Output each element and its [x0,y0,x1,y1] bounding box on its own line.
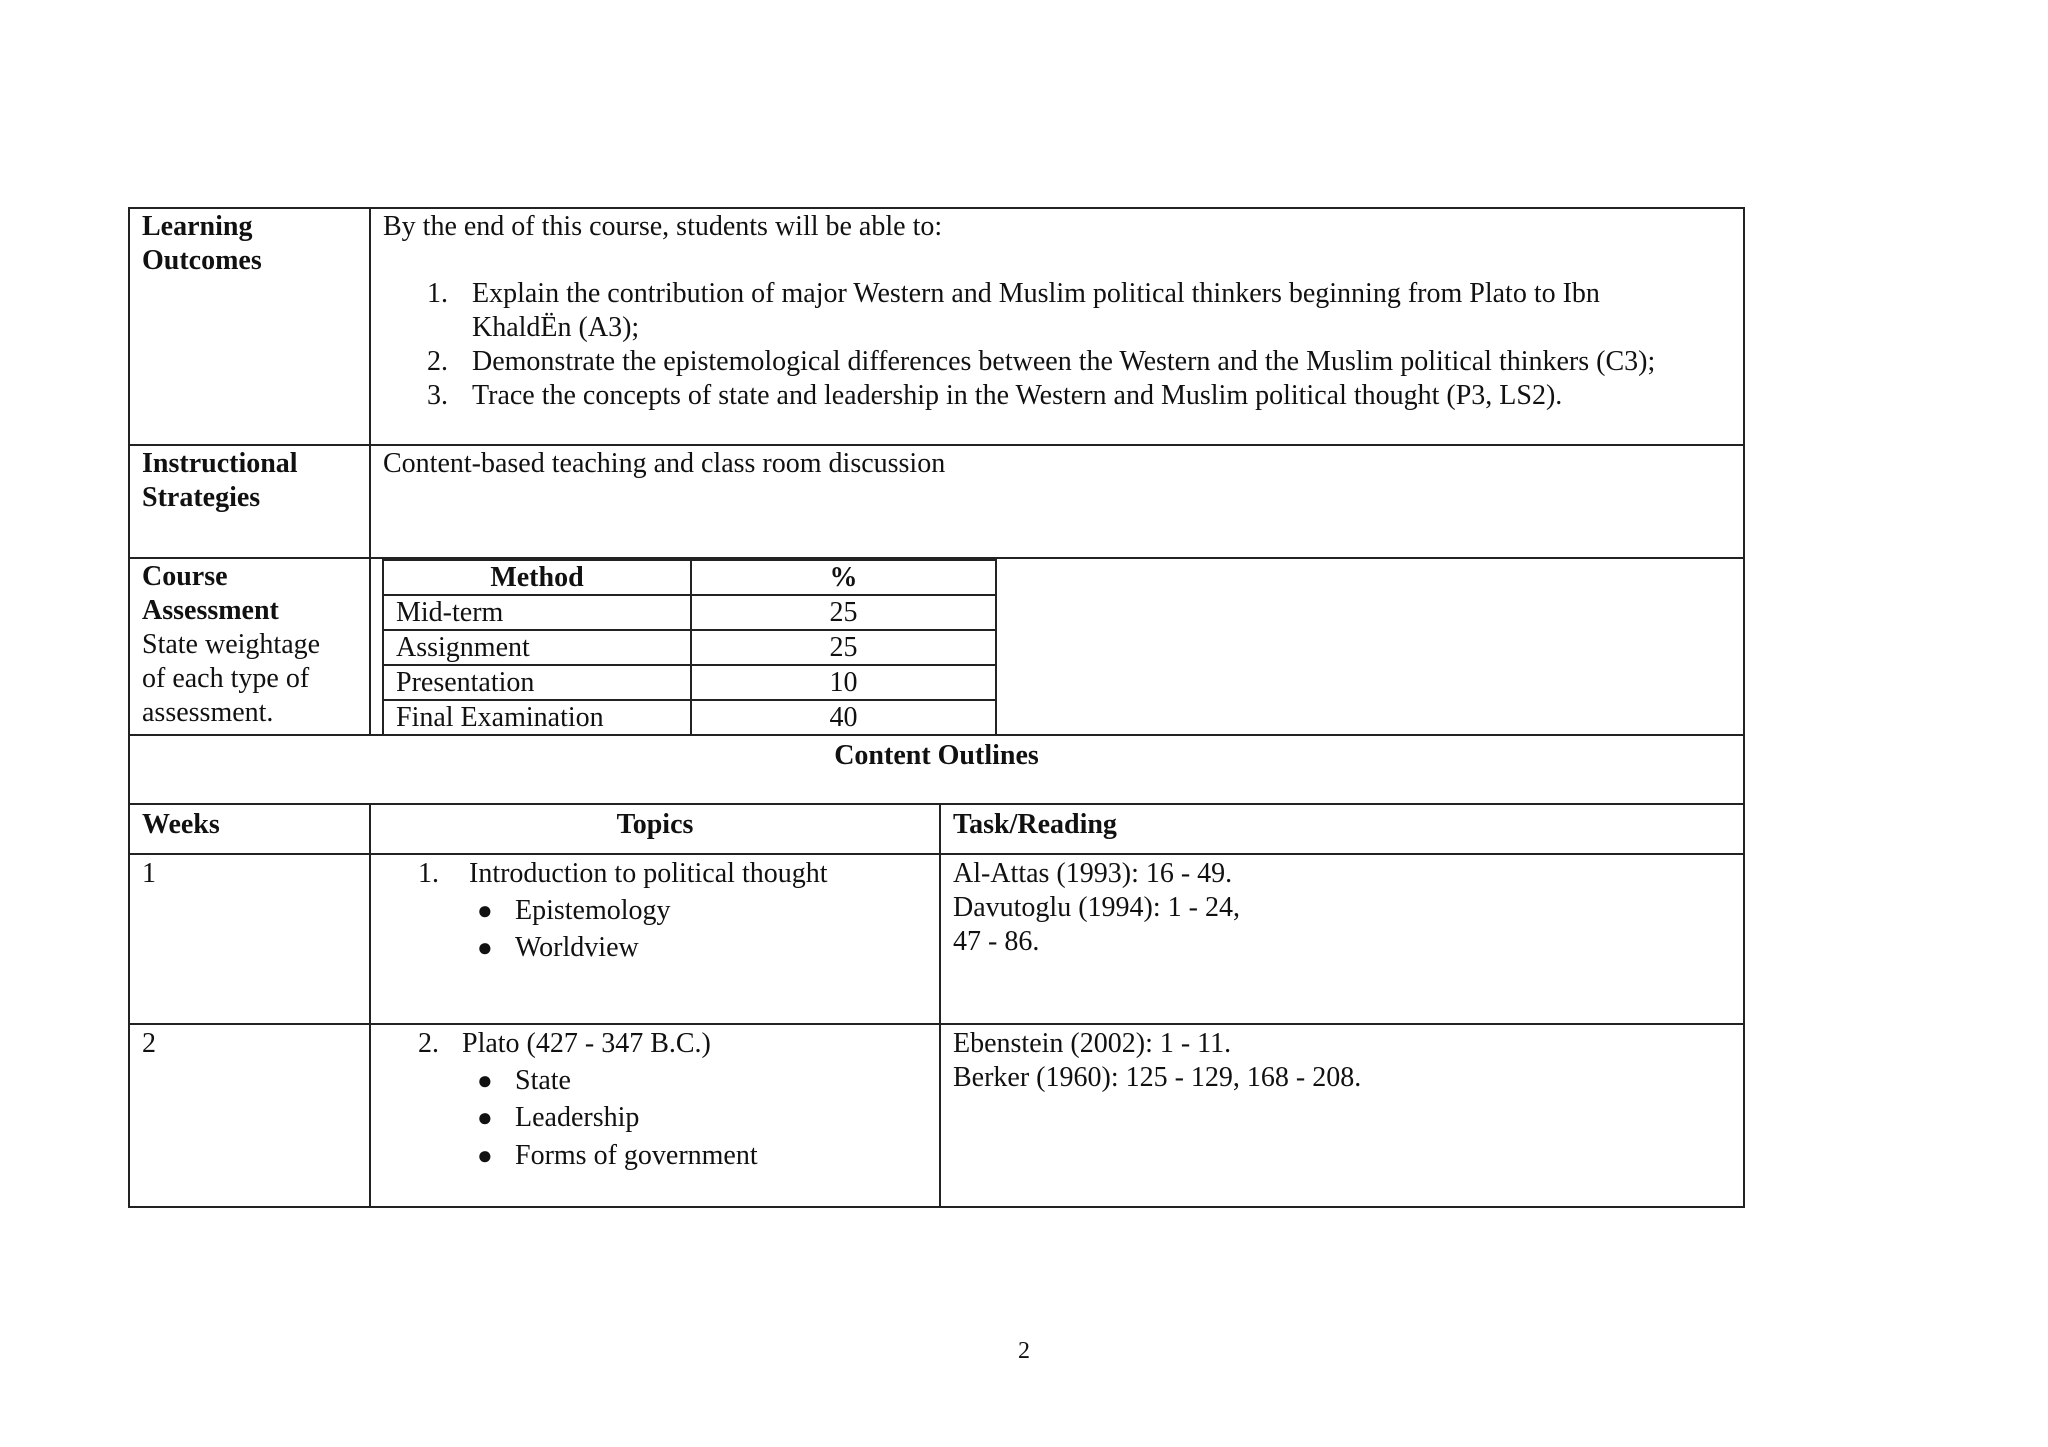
bullet-icon: ● [477,1066,493,1095]
bullet-icon: ● [477,896,493,925]
topic-title: Plato (427 - 347 B.C.) [462,1028,711,1059]
assessment-method: Mid-term [383,595,691,630]
table-row [383,630,996,665]
topic-title: Introduction to political thought [469,858,828,889]
page-number: 2 [1018,1338,1030,1364]
assessment-method: Final Examination [383,700,691,735]
subtopic: Worldview [515,932,639,963]
assessment-header-percent: % [691,560,996,595]
subtopic: Epistemology [515,895,671,926]
week-number: 2 [142,1028,156,1059]
assessment-percent: 10 [691,665,996,700]
assessment-method: Assignment [383,630,691,665]
table-border-right [1743,207,1745,1208]
bullet-icon: ● [477,1103,493,1132]
list-item: Trace the concepts of state and leadership in the Western and Muslim political thought (P3, LS2). [472,380,1563,411]
label-column-divider [369,803,371,1208]
bullet-icon: ● [477,1141,493,1170]
assessment-header-row [383,560,996,595]
list-number: 2. [427,346,448,377]
header-weeks: Weeks [142,809,220,840]
label-line: Assessment [142,595,279,626]
week-number: 1 [142,858,156,889]
subtopic: Forms of government [515,1140,758,1171]
list-item: Demonstrate the epistemological differences between the Western and the Muslim political thinkers (C3); [472,346,1656,377]
learning-outcomes-label [142,210,262,278]
assessment-percent: 25 [691,630,996,665]
assessment-note-line: of each type of [142,663,310,694]
table-border-left [128,207,130,1208]
course-assessment-label [142,560,320,730]
assessment-percent: 40 [691,700,996,735]
list-number: 1. [427,278,448,309]
table-row [383,595,996,630]
instructional-strategies-text: Content-based teaching and class room discussion [383,448,946,479]
reading: Al-Attas (1993): 16 - 49. [953,858,1233,889]
reading: Davutoglu (1994): 1 - 24, [953,892,1240,923]
reading: Ebenstein (2002): 1 - 11. [953,1028,1232,1059]
assessment-header-method: Method [383,560,691,595]
list-number: 3. [427,380,448,411]
bullet-icon: ● [477,933,493,962]
assessment-table [382,559,997,736]
table-row [383,700,996,735]
list-item: Explain the contribution of major Western and Muslim political thinkers beginning from Plato to Ibn [472,278,1600,309]
learning-outcomes-intro: By the end of this course, students will be able to: [383,211,943,242]
topic-number: 1. [418,858,439,889]
topic-column-divider [939,803,941,1208]
label-line: Learning [142,211,253,242]
assessment-method: Presentation [383,665,691,700]
label-line: Instructional [142,448,298,479]
label-line: Course [142,561,228,592]
header-task-reading: Task/Reading [953,809,1117,840]
subtopic: Leadership [515,1102,640,1133]
reading: 47 - 86. [953,926,1040,957]
label-column-divider [369,207,371,736]
content-outlines-title: Content Outlines [834,740,1039,771]
topic-number: 2. [418,1028,439,1059]
reading: Berker (1960): 125 - 129, 168 - 208. [953,1062,1362,1093]
label-line: Outcomes [142,245,262,276]
table-row [383,665,996,700]
assessment-note-line: assessment. [142,697,274,728]
header-topics: Topics [616,809,694,840]
label-line: Strategies [142,482,261,513]
instructional-strategies-label [142,447,298,515]
assessment-percent: 25 [691,595,996,630]
subtopic: State [515,1065,571,1096]
list-item-continuation: KhaldËn (A3); [472,312,640,343]
assessment-note-line: State weightage [142,629,321,660]
